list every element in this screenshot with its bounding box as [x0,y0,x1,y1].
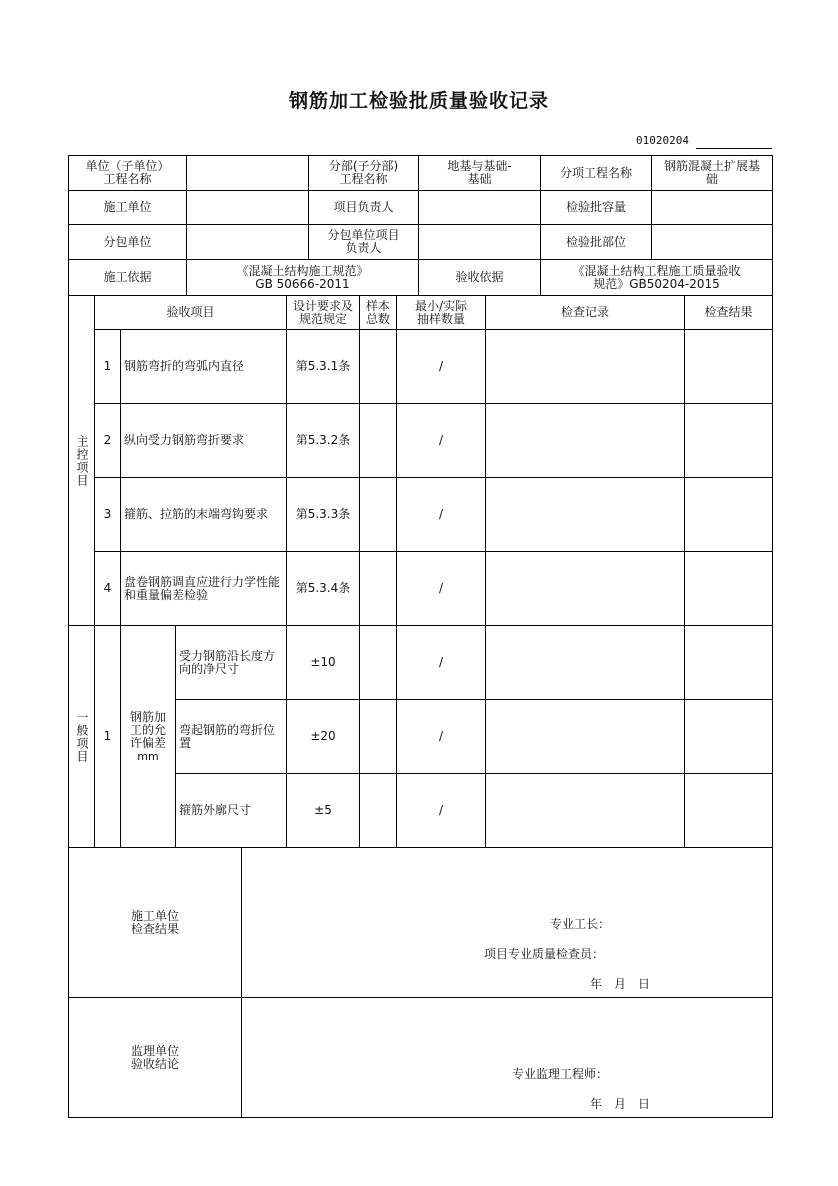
unit-value[interactable] [186,155,309,191]
general-item-name: 箍筋外廓尺寸 [175,773,287,848]
general-item-design: ±20 [286,699,360,774]
col-min: 最小/实际 抽样数量 [396,295,486,330]
main-item-name: 箍筋、拉筋的末端弯钩要求 [120,477,287,552]
general-item-result[interactable] [684,773,773,848]
subitem-value[interactable]: 钢筋混凝土扩展基 础 [651,155,773,191]
foreman-label: 专业工长： [550,917,611,931]
main-item-number: 1 [94,329,121,404]
basis-label: 施工依据 [68,259,187,296]
supervision-label: 监理单位 验收结论 [68,997,242,1118]
col-design: 设计要求及 规范规定 [286,295,360,330]
sub-project-manager-value[interactable] [418,224,541,260]
general-item-min: / [396,625,486,700]
main-item-sample[interactable] [359,403,397,478]
general-item-sample[interactable] [359,773,397,848]
general-item-sample[interactable] [359,625,397,700]
main-item-number: 3 [94,477,121,552]
main-item-sample[interactable] [359,329,397,404]
main-item-min: / [396,403,486,478]
main-item-sample[interactable] [359,477,397,552]
main-item-min: / [396,477,486,552]
construction-check-label: 施工单位 检查结果 [68,847,242,998]
general-group-text: 钢筋加 工的允 许偏差 [129,709,166,750]
constructor-label: 施工单位 [68,190,187,225]
subcontractor-label: 分包单位 [68,224,187,260]
main-item-number: 2 [94,403,121,478]
constructor-value[interactable] [186,190,309,225]
batch-capacity-value[interactable] [651,190,773,225]
subdivision-value[interactable]: 地基与基础- 基础 [418,155,541,191]
main-item-name: 盘卷钢筋调直应进行力学性能和重量偏差检验 [120,551,287,626]
main-item-record[interactable] [485,551,685,626]
general-item-record[interactable] [485,773,685,848]
general-group-unit: mm [137,749,159,763]
general-item-design: ±5 [286,773,360,848]
subitem-label: 分项工程名称 [540,155,652,191]
main-item-record[interactable] [485,403,685,478]
main-item-design: 第5.3.2条 [286,403,360,478]
acceptance-value[interactable]: 《混凝土结构工程施工质量验收 规范》GB50204-2015 [540,259,773,296]
main-section-label: 主控项目 [68,295,95,626]
general-item-min: / [396,699,486,774]
form-code: 01020204 [636,134,689,147]
construction-date: 年 月 日 [590,977,651,991]
quality-inspector-label: 项目专业质量检查员： [484,947,605,961]
general-group-number: 1 [94,625,121,848]
form-code-underline [696,148,772,149]
general-item-name: 受力钢筋沿长度方向的净尺寸 [175,625,287,700]
main-item-record[interactable] [485,477,685,552]
batch-location-label: 检验批部位 [540,224,652,260]
main-item-name: 纵向受力钢筋弯折要求 [120,403,287,478]
main-item-result[interactable] [684,477,773,552]
main-item-min: / [396,551,486,626]
construction-check-area[interactable] [241,847,773,998]
general-group-label [120,625,176,848]
col-record: 检查记录 [485,295,685,330]
supervision-engineer-label: 专业监理工程师： [512,1067,609,1081]
page-title: 钢筋加工检验批质量验收记录 [288,90,549,112]
project-manager-label: 项目负责人 [308,190,419,225]
sub-project-manager-label: 分包单位项目 负责人 [308,224,419,260]
batch-capacity-label: 检验批容量 [540,190,652,225]
batch-location-value[interactable] [651,224,773,260]
general-item-record[interactable] [485,625,685,700]
supervision-area[interactable] [241,997,773,1118]
basis-value[interactable]: 《混凝土结构施工规范》 GB 50666-2011 [186,259,419,296]
unit-label: 单位（子单位） 工程名称 [68,155,187,191]
general-item-min: / [396,773,486,848]
general-item-design: ±10 [286,625,360,700]
main-item-design: 第5.3.1条 [286,329,360,404]
project-manager-value[interactable] [418,190,541,225]
general-item-sample[interactable] [359,699,397,774]
subdivision-label: 分部(子分部) 工程名称 [308,155,419,191]
main-item-design: 第5.3.4条 [286,551,360,626]
main-item-result[interactable] [684,329,773,404]
main-item-min: / [396,329,486,404]
main-item-sample[interactable] [359,551,397,626]
general-item-name: 弯起钢筋的弯折位置 [175,699,287,774]
general-section-label: 一般项目 [68,625,95,848]
col-sample: 样本 总数 [359,295,397,330]
general-item-record[interactable] [485,699,685,774]
main-item-number: 4 [94,551,121,626]
main-item-result[interactable] [684,403,773,478]
main-item-name: 钢筋弯折的弯弧内直径 [120,329,287,404]
col-result: 检查结果 [684,295,773,330]
general-item-result[interactable] [684,625,773,700]
acceptance-label: 验收依据 [418,259,541,296]
col-item: 验收项目 [94,295,287,330]
main-item-result[interactable] [684,551,773,626]
main-item-record[interactable] [485,329,685,404]
main-item-design: 第5.3.3条 [286,477,360,552]
supervision-date: 年 月 日 [590,1097,651,1111]
subcontractor-value[interactable] [186,224,309,260]
general-item-result[interactable] [684,699,773,774]
